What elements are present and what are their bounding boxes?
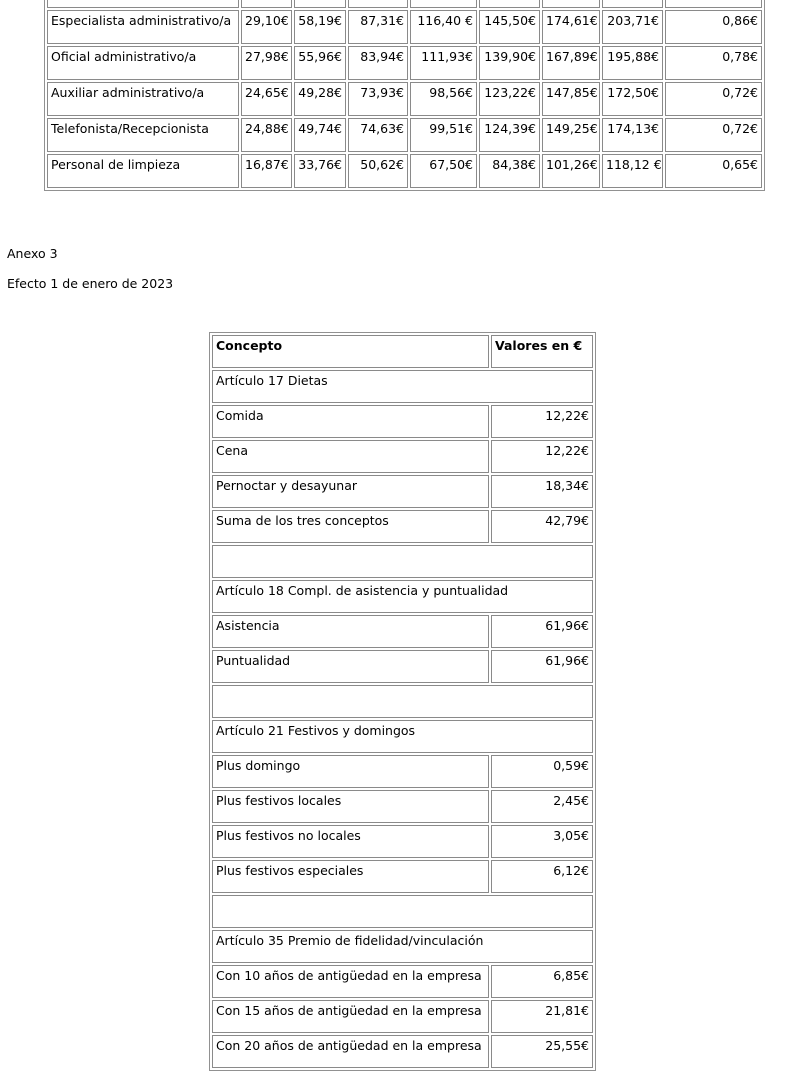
table-row — [212, 1000, 593, 1033]
job-title-cell: Auxiliar administrativo/a — [47, 82, 239, 116]
amount-cell: 61,96€ — [491, 650, 593, 683]
concept-table — [209, 332, 596, 1071]
table-row — [212, 580, 593, 613]
concept-cell: Con 10 años de antigüedad en la empresa — [212, 965, 489, 998]
amount-cell: 83,94€ — [348, 46, 408, 80]
table-row — [212, 930, 593, 963]
concept-cell: Plus festivos especiales — [212, 860, 489, 893]
amount-cell: 21,81€ — [491, 1000, 593, 1033]
amount-cell: 2,45€ — [491, 790, 593, 823]
amount-cell: 12,22€ — [491, 440, 593, 473]
amount-cell: 167,89€ — [542, 46, 600, 80]
amount-cell: 174,13€ — [602, 118, 663, 152]
job-title-cell: Oficial administrativo/a — [47, 46, 239, 80]
amount-cell: 149,25€ — [542, 118, 600, 152]
amount-cell: 0,59€ — [491, 755, 593, 788]
amount-cell: 73,93€ — [348, 82, 408, 116]
table-row — [47, 10, 762, 44]
amount-cell: 124,39€ — [479, 118, 540, 152]
table-row — [212, 860, 593, 893]
table-row — [212, 755, 593, 788]
amount-cell: 33,76€ — [294, 154, 346, 188]
amount-cell: 25,55€ — [491, 1035, 593, 1068]
table-row — [212, 650, 593, 683]
table-row — [47, 118, 762, 152]
empty-cell — [348, 0, 408, 8]
amount-cell: 61,96€ — [491, 615, 593, 648]
empty-cell — [602, 0, 663, 8]
concept-cell: Pernoctar y desayunar — [212, 475, 489, 508]
amount-cell: 27,98€ — [241, 46, 292, 80]
amount-cell: 145,50€ — [479, 10, 540, 44]
amount-cell: 101,26€ — [542, 154, 600, 188]
table-row — [212, 895, 593, 928]
amount-cell: 16,87€ — [241, 154, 292, 188]
amount-cell: 3,05€ — [491, 825, 593, 858]
amount-cell: 0,78€ — [665, 46, 762, 80]
amount-cell: 174,61€ — [542, 10, 600, 44]
amount-cell: 98,56€ — [410, 82, 477, 116]
amount-cell: 49,74€ — [294, 118, 346, 152]
concept-table-body — [212, 335, 593, 1068]
concept-cell: Suma de los tres conceptos — [212, 510, 489, 543]
amount-cell: 203,71€ — [602, 10, 663, 44]
concept-cell: Con 20 años de antigüedad en la empresa — [212, 1035, 489, 1068]
table-row — [212, 510, 593, 543]
amount-cell: 0,72€ — [665, 118, 762, 152]
amount-cell: 0,86€ — [665, 10, 762, 44]
amount-cell: 0,65€ — [665, 154, 762, 188]
amount-cell: 0,72€ — [665, 82, 762, 116]
amount-cell: 172,50€ — [602, 82, 663, 116]
amount-cell: 55,96€ — [294, 46, 346, 80]
section-title-cell: Artículo 18 Compl. de asistencia y puntualidad — [212, 580, 593, 613]
amount-cell: 18,34€ — [491, 475, 593, 508]
empty-cell — [294, 0, 346, 8]
job-title-cell: Especialista administrativo/a — [47, 10, 239, 44]
amount-cell: 84,38€ — [479, 154, 540, 188]
amount-cell: 24,65€ — [241, 82, 292, 116]
salary-table — [44, 0, 765, 191]
concept-cell: Plus festivos locales — [212, 790, 489, 823]
amount-cell: 42,79€ — [491, 510, 593, 543]
table-row-partial — [47, 0, 762, 8]
amount-cell: 6,12€ — [491, 860, 593, 893]
amount-cell: 67,50€ — [410, 154, 477, 188]
amount-cell: 12,22€ — [491, 405, 593, 438]
concept-cell: Cena — [212, 440, 489, 473]
amount-cell: 116,40 € — [410, 10, 477, 44]
amount-cell: 29,10€ — [241, 10, 292, 44]
concept-cell: Comida — [212, 405, 489, 438]
table-row — [212, 545, 593, 578]
spacer-cell — [212, 685, 593, 718]
annex-effective-date: Efecto 1 de enero de 2023 — [7, 276, 174, 291]
section-title-cell: Artículo 35 Premio de fidelidad/vinculación — [212, 930, 593, 963]
amount-cell: 195,88€ — [602, 46, 663, 80]
table-row — [212, 405, 593, 438]
amount-cell: 24,88€ — [241, 118, 292, 152]
table-row — [47, 82, 762, 116]
spacer-cell — [212, 895, 593, 928]
table-row — [212, 825, 593, 858]
table-row — [212, 615, 593, 648]
section-title-cell: Artículo 21 Festivos y domingos — [212, 720, 593, 753]
section-title-cell: Artículo 17 Dietas — [212, 370, 593, 403]
spacer-cell — [212, 545, 593, 578]
empty-cell — [410, 0, 477, 8]
table-row — [47, 154, 762, 188]
table-row — [212, 790, 593, 823]
amount-cell: 111,93€ — [410, 46, 477, 80]
amount-cell: 6,85€ — [491, 965, 593, 998]
concept-cell: Puntualidad — [212, 650, 489, 683]
annex-title: Anexo 3 — [7, 246, 58, 261]
table-row — [212, 720, 593, 753]
amount-cell: 49,28€ — [294, 82, 346, 116]
table-row — [212, 1035, 593, 1068]
amount-cell: 118,12 € — [602, 154, 663, 188]
amount-cell: 58,19€ — [294, 10, 346, 44]
salary-table-body — [47, 0, 762, 188]
table-row — [212, 370, 593, 403]
empty-cell — [47, 0, 239, 8]
amount-cell: 99,51€ — [410, 118, 477, 152]
concept-cell: Plus domingo — [212, 755, 489, 788]
table-row — [47, 46, 762, 80]
amount-cell: 50,62€ — [348, 154, 408, 188]
job-title-cell: Telefonista/Recepcionista — [47, 118, 239, 152]
amount-cell: 147,85€ — [542, 82, 600, 116]
empty-cell — [542, 0, 600, 8]
job-title-cell: Personal de limpieza — [47, 154, 239, 188]
empty-cell — [665, 0, 762, 8]
values-column-header: Valores en € — [491, 335, 593, 368]
table-header-row — [212, 335, 593, 368]
table-row — [212, 685, 593, 718]
table-row — [212, 475, 593, 508]
concept-cell: Asistencia — [212, 615, 489, 648]
table-row — [212, 440, 593, 473]
empty-cell — [241, 0, 292, 8]
amount-cell: 123,22€ — [479, 82, 540, 116]
empty-cell — [479, 0, 540, 8]
concept-column-header: Concepto — [212, 335, 489, 368]
amount-cell: 139,90€ — [479, 46, 540, 80]
concept-cell: Con 15 años de antigüedad en la empresa — [212, 1000, 489, 1033]
concept-cell: Plus festivos no locales — [212, 825, 489, 858]
amount-cell: 87,31€ — [348, 10, 408, 44]
amount-cell: 74,63€ — [348, 118, 408, 152]
table-row — [212, 965, 593, 998]
